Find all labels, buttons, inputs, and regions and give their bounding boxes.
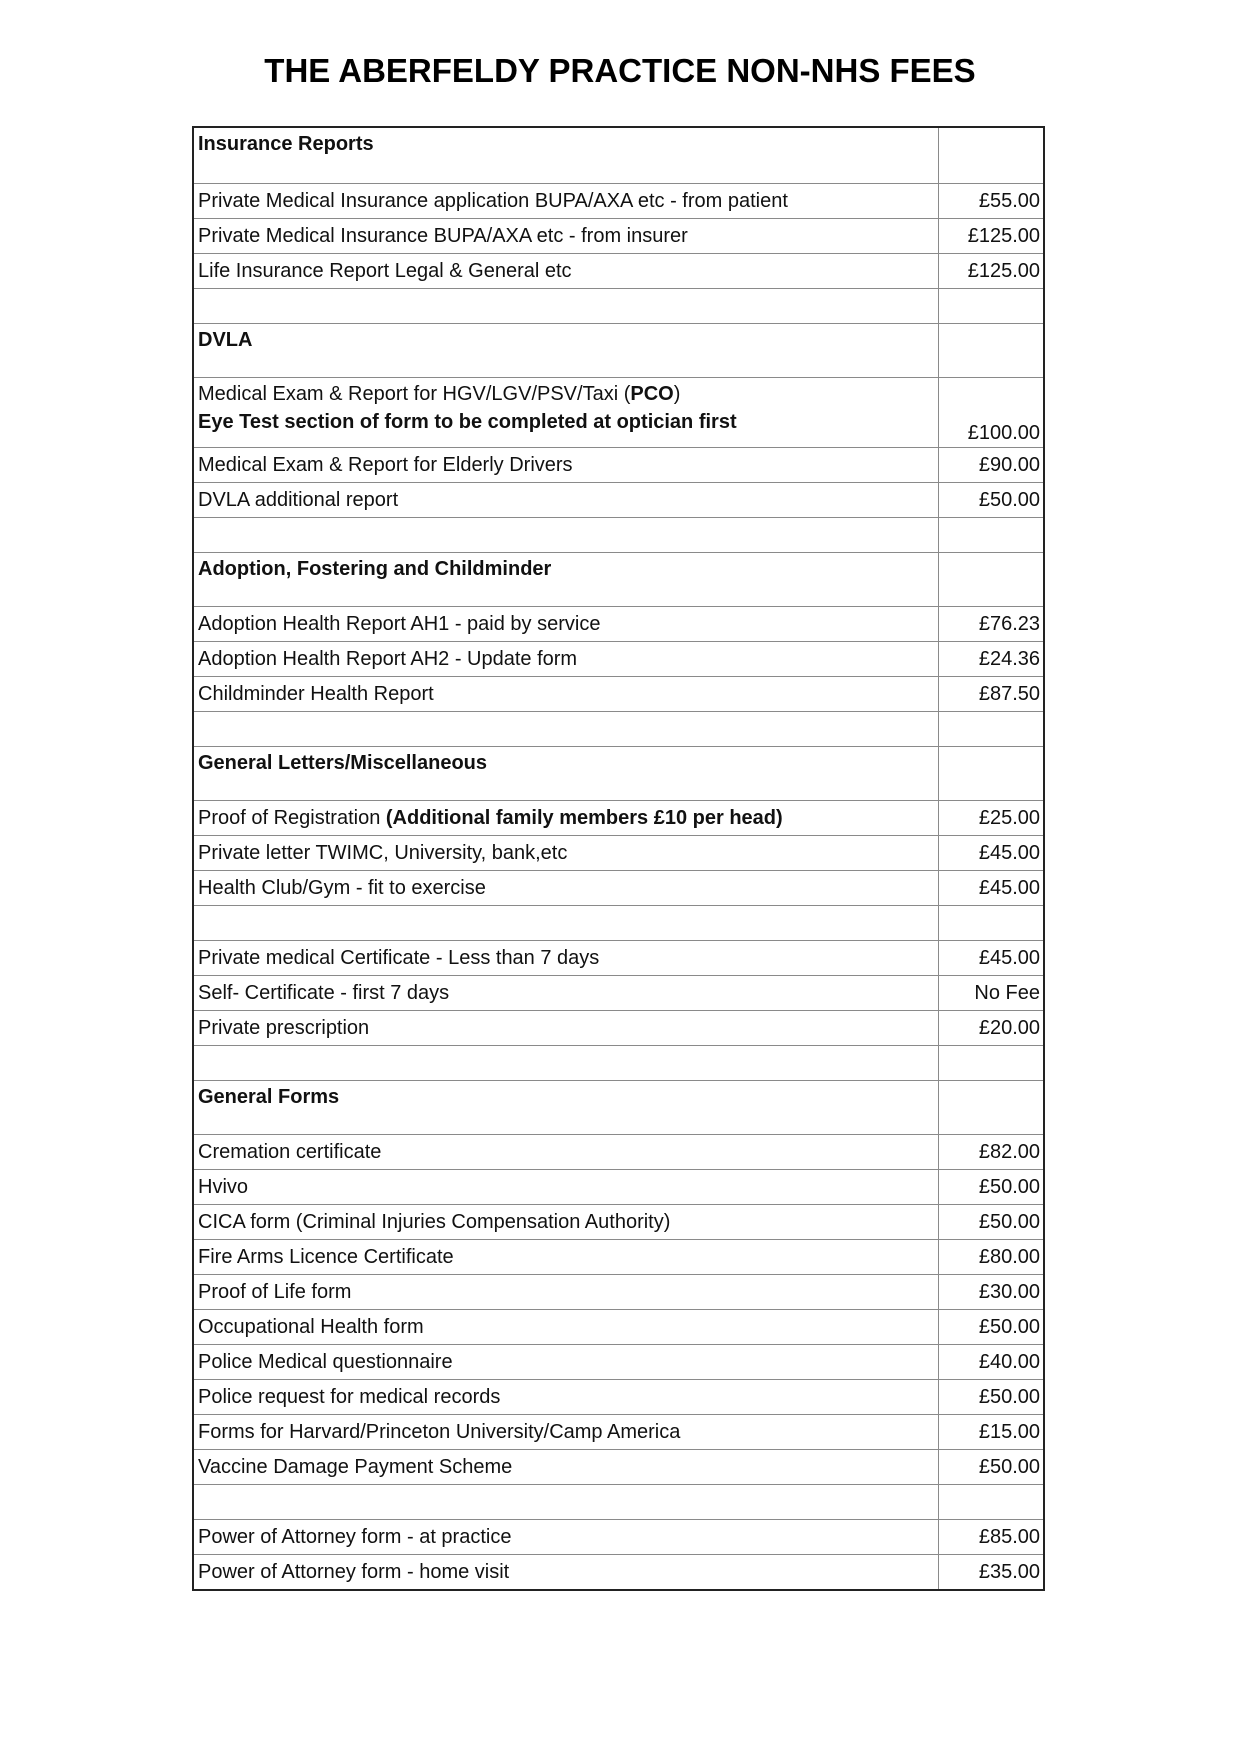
blank-row bbox=[193, 518, 1044, 553]
fees-table bbox=[192, 126, 1045, 1591]
fee-description: Medical Exam & Report for Elderly Drivers bbox=[193, 448, 939, 483]
fee-description: Private Medical Insurance application BUPA/AXA etc - from patient bbox=[193, 184, 939, 219]
fee-description: Private letter TWIMC, University, bank,etc bbox=[193, 836, 939, 871]
fee-price: £40.00 bbox=[939, 1345, 1045, 1380]
section-header-insurance bbox=[193, 127, 1044, 184]
fee-description: Adoption Health Report AH1 - paid by service bbox=[193, 607, 939, 642]
fee-description: Police request for medical records bbox=[193, 1380, 939, 1415]
table-row bbox=[193, 1450, 1044, 1485]
blank-row bbox=[193, 712, 1044, 747]
fee-price: £20.00 bbox=[939, 1011, 1045, 1046]
fee-description: Cremation certificate bbox=[193, 1135, 939, 1170]
fee-description: Private medical Certificate - Less than 7 days bbox=[193, 941, 939, 976]
fee-description: Proof of Registration (Additional family members £10 per head) bbox=[193, 801, 939, 836]
table-row bbox=[193, 254, 1044, 289]
blank-row bbox=[193, 289, 1044, 324]
section-heading: General Letters/Miscellaneous bbox=[193, 747, 939, 801]
table-row bbox=[193, 1415, 1044, 1450]
fee-price: £50.00 bbox=[939, 1380, 1045, 1415]
fee-price: £90.00 bbox=[939, 448, 1045, 483]
fee-price: £50.00 bbox=[939, 1310, 1045, 1345]
table-row bbox=[193, 1170, 1044, 1205]
table-row bbox=[193, 1205, 1044, 1240]
fee-price: £125.00 bbox=[939, 219, 1045, 254]
blank-row bbox=[193, 1046, 1044, 1081]
fee-description: DVLA additional report bbox=[193, 483, 939, 518]
fee-description: Health Club/Gym - fit to exercise bbox=[193, 871, 939, 906]
section-header-adoption bbox=[193, 553, 1044, 607]
table-row bbox=[193, 1275, 1044, 1310]
fee-price: £50.00 bbox=[939, 483, 1045, 518]
fee-price: £125.00 bbox=[939, 254, 1045, 289]
fee-price: £80.00 bbox=[939, 1240, 1045, 1275]
fee-price: £45.00 bbox=[939, 871, 1045, 906]
fee-price: No Fee bbox=[939, 976, 1045, 1011]
fee-description: Power of Attorney form - at practice bbox=[193, 1520, 939, 1555]
table-row bbox=[193, 642, 1044, 677]
table-row bbox=[193, 378, 1044, 448]
blank-row bbox=[193, 1485, 1044, 1520]
section-header-forms bbox=[193, 1081, 1044, 1135]
fee-price: £100.00 bbox=[939, 378, 1045, 448]
fee-price: £45.00 bbox=[939, 836, 1045, 871]
fee-description: Police Medical questionnaire bbox=[193, 1345, 939, 1380]
table-row bbox=[193, 184, 1044, 219]
table-row bbox=[193, 483, 1044, 518]
fee-description: Proof of Life form bbox=[193, 1275, 939, 1310]
table-row bbox=[193, 219, 1044, 254]
section-heading: General Forms bbox=[193, 1081, 939, 1135]
fee-price: £45.00 bbox=[939, 941, 1045, 976]
fee-price: £35.00 bbox=[939, 1555, 1045, 1591]
table-row bbox=[193, 1011, 1044, 1046]
fee-price: £76.23 bbox=[939, 607, 1045, 642]
fee-description: Private Medical Insurance BUPA/AXA etc - from insurer bbox=[193, 219, 939, 254]
fee-price: £55.00 bbox=[939, 184, 1045, 219]
section-heading: Insurance Reports bbox=[193, 127, 939, 184]
fee-price: £50.00 bbox=[939, 1205, 1045, 1240]
fee-description: Life Insurance Report Legal & General etc bbox=[193, 254, 939, 289]
table-row bbox=[193, 1135, 1044, 1170]
fee-price: £15.00 bbox=[939, 1415, 1045, 1450]
fee-description: Childminder Health Report bbox=[193, 677, 939, 712]
table-row bbox=[193, 607, 1044, 642]
fee-description: Fire Arms Licence Certificate bbox=[193, 1240, 939, 1275]
table-row bbox=[193, 1380, 1044, 1415]
fee-description: Self- Certificate - first 7 days bbox=[193, 976, 939, 1011]
fee-price: £50.00 bbox=[939, 1450, 1045, 1485]
fee-price: £24.36 bbox=[939, 642, 1045, 677]
fee-price: £30.00 bbox=[939, 1275, 1045, 1310]
section-heading: Adoption, Fostering and Childminder bbox=[193, 553, 939, 607]
fee-description: Hvivo bbox=[193, 1170, 939, 1205]
section-header-letters bbox=[193, 747, 1044, 801]
table-row bbox=[193, 801, 1044, 836]
fee-description: CICA form (Criminal Injuries Compensation Authority) bbox=[193, 1205, 939, 1240]
fee-description: Medical Exam & Report for HGV/LGV/PSV/Taxi (PCO) Eye Test section of form to be completed at optician first bbox=[193, 378, 939, 448]
section-heading: DVLA bbox=[193, 324, 939, 378]
fee-price: £85.00 bbox=[939, 1520, 1045, 1555]
fee-description: Forms for Harvard/Princeton University/Camp America bbox=[193, 1415, 939, 1450]
fee-price: £50.00 bbox=[939, 1170, 1045, 1205]
table-row bbox=[193, 1240, 1044, 1275]
fee-description: Private prescription bbox=[193, 1011, 939, 1046]
table-row bbox=[193, 941, 1044, 976]
fee-description: Power of Attorney form - home visit bbox=[193, 1555, 939, 1591]
table-row bbox=[193, 1555, 1044, 1591]
eye-test-note: Eye Test section of form to be completed at optician first bbox=[198, 411, 737, 433]
table-row bbox=[193, 976, 1044, 1011]
blank-row bbox=[193, 906, 1044, 941]
fee-description: Vaccine Damage Payment Scheme bbox=[193, 1450, 939, 1485]
table-row bbox=[193, 871, 1044, 906]
fee-description: Occupational Health form bbox=[193, 1310, 939, 1345]
fee-price: £82.00 bbox=[939, 1135, 1045, 1170]
page-title: THE ABERFELDY PRACTICE NON-NHS FEES bbox=[264, 52, 976, 89]
table-row bbox=[193, 1345, 1044, 1380]
table-row bbox=[193, 448, 1044, 483]
fee-price: £87.50 bbox=[939, 677, 1045, 712]
table-row bbox=[193, 677, 1044, 712]
table-row bbox=[193, 1310, 1044, 1345]
section-header-dvla bbox=[193, 324, 1044, 378]
table-row bbox=[193, 836, 1044, 871]
table-row bbox=[193, 1520, 1044, 1555]
fee-price: £25.00 bbox=[939, 801, 1045, 836]
fee-description: Adoption Health Report AH2 - Update form bbox=[193, 642, 939, 677]
